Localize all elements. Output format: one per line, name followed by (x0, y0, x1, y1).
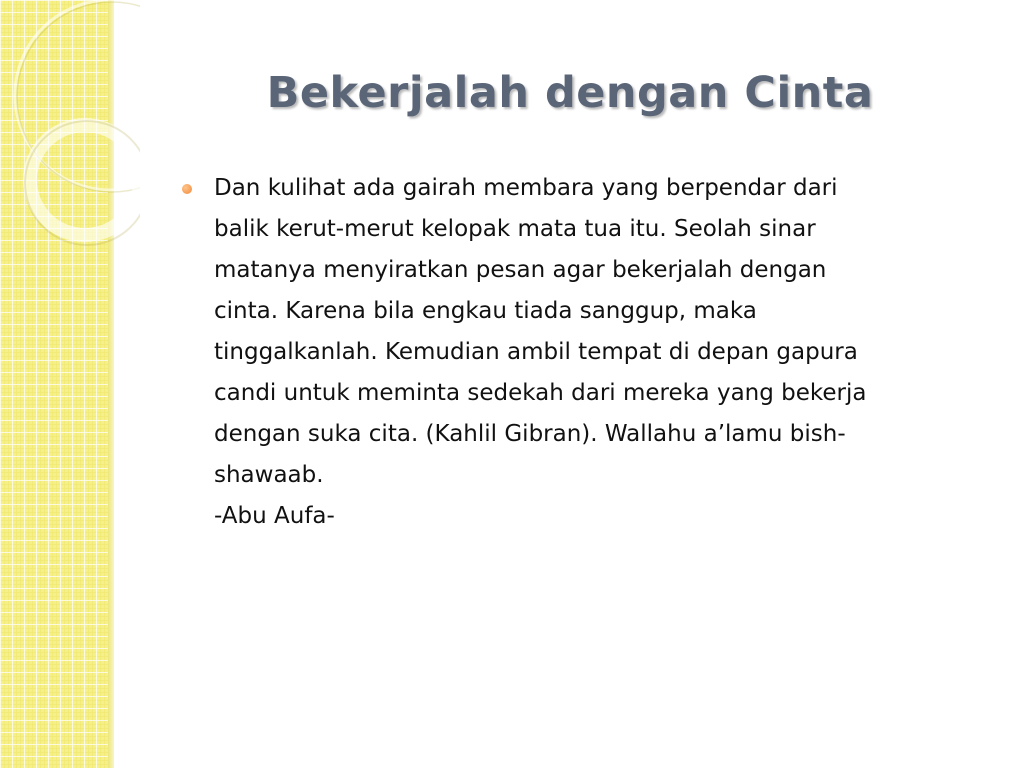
bullet-icon (182, 184, 192, 194)
slide-title: Bekerjalah dengan Cinta (266, 68, 874, 118)
body-line: balik kerut-merut kelopak mata tua itu. Seolah sinar (214, 216, 816, 242)
bullet-item (178, 168, 978, 537)
body-line: matanya menyiratkan pesan agar bekerjalah dengan (214, 257, 827, 283)
small-ring (30, 125, 140, 235)
body-line: shawaab. (214, 462, 324, 488)
body-line: candi untuk meminta sedekah dari mereka yang bekerja (214, 380, 867, 406)
bullet-list (178, 168, 978, 537)
decorative-rings (0, 0, 140, 300)
body-line: dengan suka cita. (Kahlil Gibran). Wallahu a’lamu bish- (214, 421, 846, 447)
body-line: cinta. Karena bila engkau tiada sanggup, maka (214, 298, 757, 324)
body-line: Dan kulihat ada gairah membara yang berpendar dari (214, 175, 838, 201)
body-line: tinggalkanlah. Kemudian ambil tempat di depan gapura (214, 339, 858, 365)
signature: -Abu Aufa- (214, 503, 335, 529)
